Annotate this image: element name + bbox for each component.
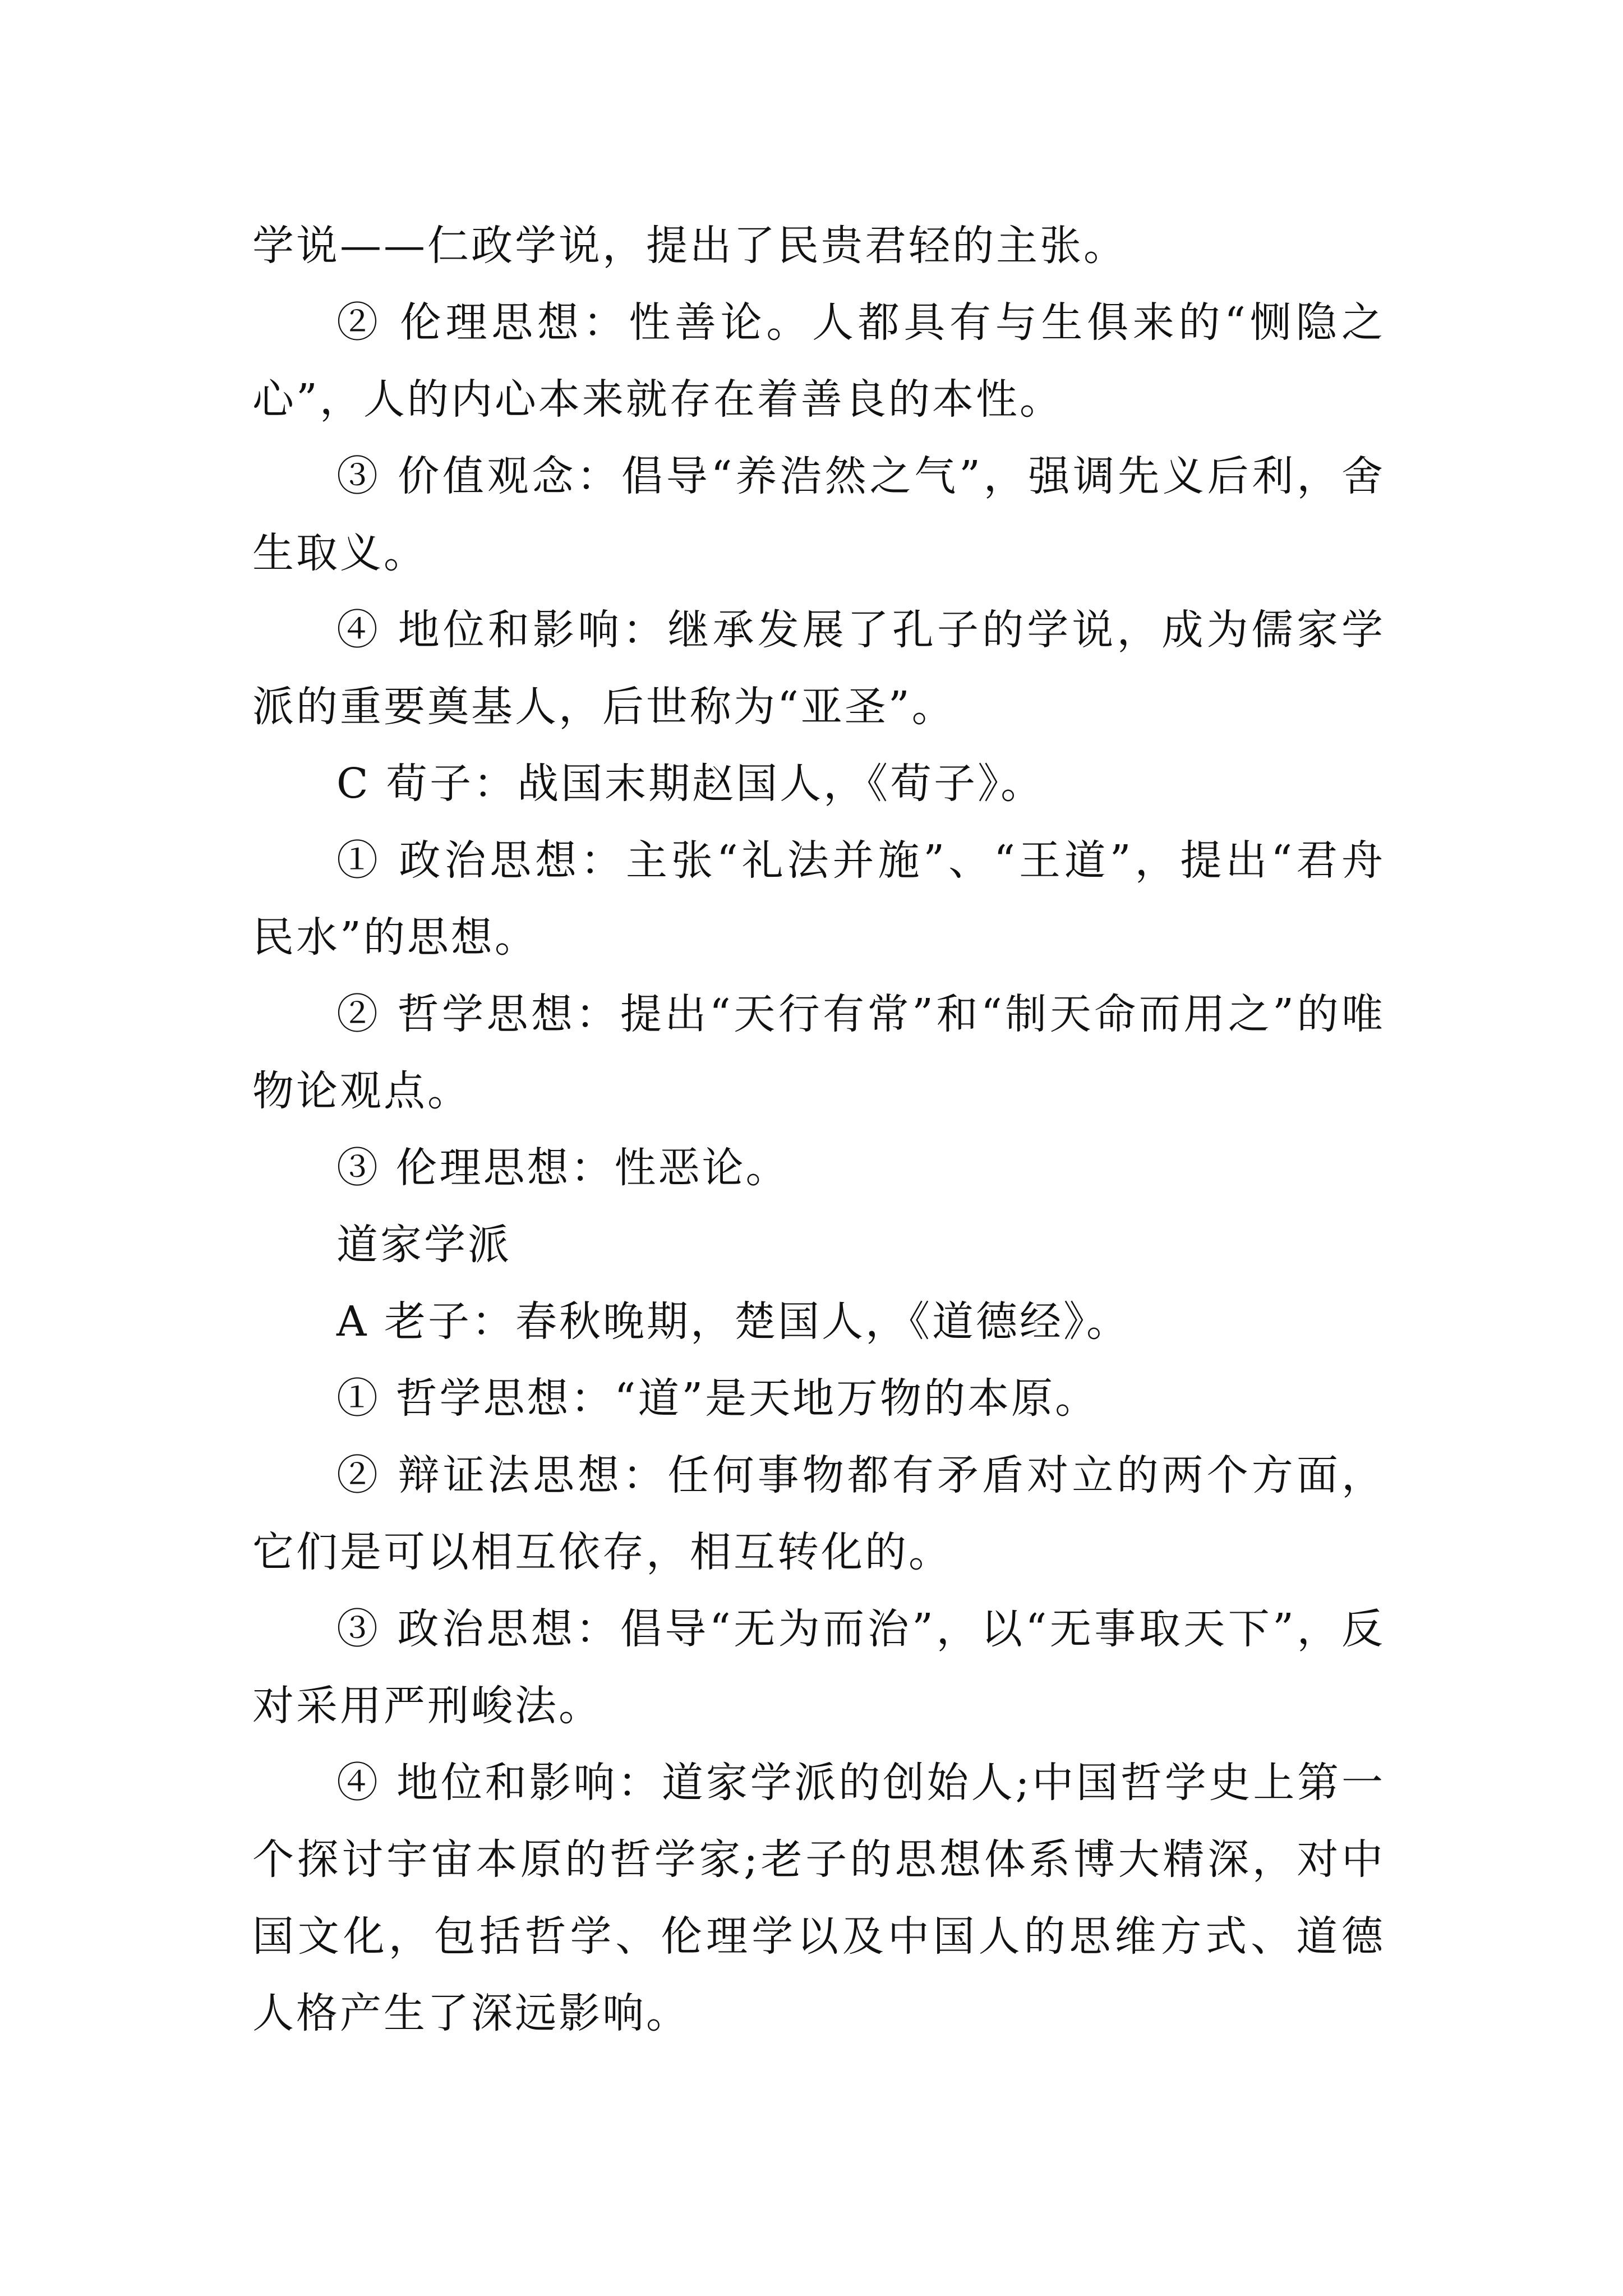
document-body	[252, 208, 1385, 2052]
paragraph-laozi-philosophy: ① 哲学思想：“道”是天地万物的本原。	[336, 1374, 1099, 1423]
paragraph-laozi-dialectics: ② 辩证法思想：任何事物都有矛盾对立的两个方面，它们是可以相互依存，相互转化的。	[252, 1451, 1385, 1576]
paragraph-mencius-values: ③ 价值观念：倡导“养浩然之气”，强调先义后利，舍生取义。	[252, 452, 1385, 577]
paragraph-mencius-influence: ④ 地位和影响：继承发展了孔子的学说，成为儒家学派的重要奠基人，后世称为“亚圣”。	[252, 606, 1385, 731]
paragraph-ren-zheng-continuation: 学说——仁政学说，提出了民贵君轻的主张。	[252, 222, 1127, 270]
section-heading-daoism: 道家学派	[336, 1221, 511, 1269]
paragraph-xunzi-ethics: ③ 伦理思想：性恶论。	[336, 1144, 790, 1192]
paragraph-xunzi-philosophy: ② 哲学思想：提出“天行有常”和“制天命而用之”的唯物论观点。	[252, 990, 1385, 1115]
paragraph-xunzi-politics: ① 政治思想：主张“礼法并施”、“王道”，提出“君舟民水”的思想。	[252, 836, 1385, 961]
paragraph-laozi-influence: ④ 地位和影响：道家学派的创始人;中国哲学史上第一个探讨宇宙本原的哲学家;老子的思想体系博大精深，对中国文化，包括哲学、伦理学以及中国人的思维方式、道德人格产生了深远影响。	[252, 1759, 1385, 2037]
paragraph-laozi-politics: ③ 政治思想：倡导“无为而治”，以“无事取天下”，反对采用严刑峻法。	[252, 1605, 1385, 1730]
paragraph-mencius-ethics: ② 伦理思想：性善论。人都具有与生俱来的“恻隐之心”，人的内心本来就存在着善良的本性。	[252, 298, 1385, 424]
paragraph-laozi-heading: A 老子：春秋晚期，楚国人，《道德经》。	[336, 1297, 1130, 1346]
paragraph-xunzi-heading: C 荀子：战国末期赵国人，《荀子》。	[336, 760, 1045, 808]
